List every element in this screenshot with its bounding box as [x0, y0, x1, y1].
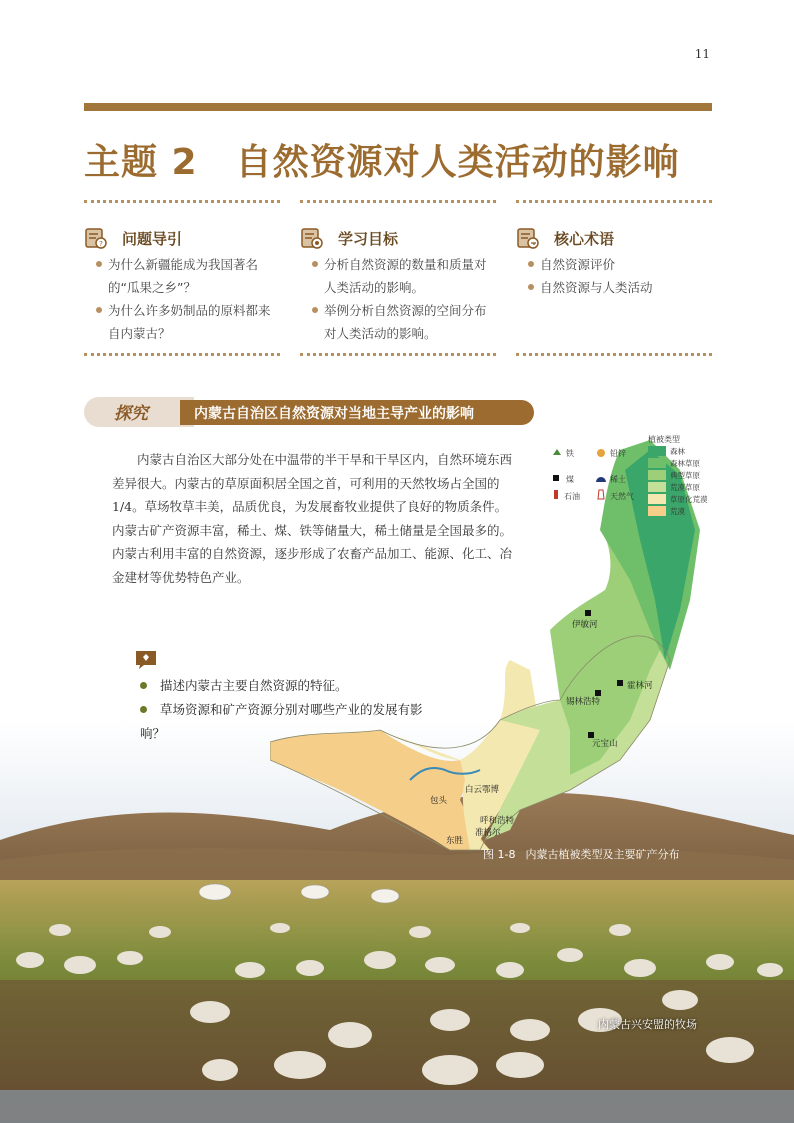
svg-text:稀土: 稀土 — [610, 475, 626, 484]
figure-number: 图 1-8 — [483, 848, 516, 861]
list-item: 自然资源与人类活动 — [516, 276, 653, 299]
figure-caption-text: 内蒙古植被类型及主要矿产分布 — [525, 848, 680, 861]
list-item: 举例分析自然资源的空间分布对人类活动的影响。 — [300, 299, 496, 345]
svg-text:天然气: 天然气 — [610, 492, 634, 501]
svg-text:锡林浩特: 锡林浩特 — [566, 697, 601, 707]
svg-text:荒漠: 荒漠 — [670, 507, 685, 516]
list-item: 为什么许多奶制品的原料都来自内蒙古？ — [84, 299, 280, 345]
thinking-icon — [134, 647, 158, 671]
svg-text:包头: 包头 — [430, 796, 448, 806]
svg-text:铅锌: 铅锌 — [610, 449, 626, 458]
title-bar — [84, 103, 712, 111]
key-terms-section — [516, 200, 712, 356]
explore-header — [84, 397, 534, 427]
figure-caption — [483, 846, 679, 862]
svg-text:荒漠草原: 荒漠草原 — [670, 483, 700, 492]
list-item: 为什么新疆能成为我国著名的“瓜果之乡”？ — [84, 253, 280, 299]
key-term-icon — [516, 226, 540, 250]
list-item: 自然资源评价 — [516, 253, 653, 276]
question-item: 描述内蒙古主要自然资源的特征。 — [112, 674, 432, 698]
question-guide-section — [84, 200, 280, 356]
svg-text:森林: 森林 — [670, 447, 685, 456]
column-title: 核心术语 — [554, 229, 615, 248]
svg-text:东胜: 东胜 — [446, 836, 464, 846]
target-icon — [300, 226, 324, 250]
svg-text:霍林河: 霍林河 — [627, 681, 653, 691]
svg-text:森林草原: 森林草原 — [670, 459, 700, 468]
svg-text:伊敏河: 伊敏河 — [572, 620, 598, 630]
svg-text:白云鄂博: 白云鄂博 — [465, 785, 500, 795]
svg-text:呼和浩特: 呼和浩特 — [480, 816, 515, 826]
svg-text:草原化荒漠: 草原化荒漠 — [670, 495, 708, 504]
svg-text:?: ? — [99, 240, 103, 248]
page-title — [84, 134, 680, 185]
svg-text:植被类型: 植被类型 — [648, 435, 680, 444]
svg-text:煤: 煤 — [566, 475, 574, 484]
title-text: 自然资源对人类活动的影响 — [235, 142, 680, 183]
title-number: 主题 2 — [84, 142, 198, 183]
svg-text:石油: 石油 — [564, 492, 580, 501]
explore-tag: 探究 — [114, 404, 148, 424]
svg-text:典型草原: 典型草原 — [670, 471, 700, 480]
svg-text:准格尔: 准格尔 — [475, 828, 501, 838]
questions — [112, 674, 432, 746]
map-legend — [548, 432, 748, 522]
page-number: 11 — [694, 47, 710, 61]
explore-title: 内蒙古自治区自然资源对当地主导产业的影响 — [194, 406, 474, 422]
legend-graphics — [548, 432, 748, 522]
column-title: 问题导引 — [122, 229, 183, 248]
question-guide-icon — [84, 226, 108, 250]
photo-caption: 内蒙古兴安盟的牧场 — [598, 1018, 697, 1031]
svg-text:元宝山: 元宝山 — [592, 739, 618, 749]
column-title: 学习目标 — [338, 229, 399, 248]
list-item: 分析自然资源的数量和质量对人类活动的影响。 — [300, 253, 496, 299]
question-item: 草场资源和矿产资源分别对哪些产业的发展有影响？ — [112, 698, 432, 746]
body-paragraph: 内蒙古自治区大部分处在中温带的半干旱和干旱区内，自然环境东西差异很大。内蒙古的草原面积居全国之首，可利用的天然牧场占全国的1/4。草场牧草丰美，品质优良，为发展畜牧业提供了良好的物质条件。内蒙古矿产资源丰富，稀土、煤、铁等储量大，稀土储量是全国最多的。内蒙古利用丰富的自然资源，逐步形成了农畜产品加工、能源、化工、冶金建材等优势特色产业。 — [112, 452, 513, 585]
svg-text:铁: 铁 — [566, 449, 574, 458]
learning-goals-section — [300, 200, 496, 356]
